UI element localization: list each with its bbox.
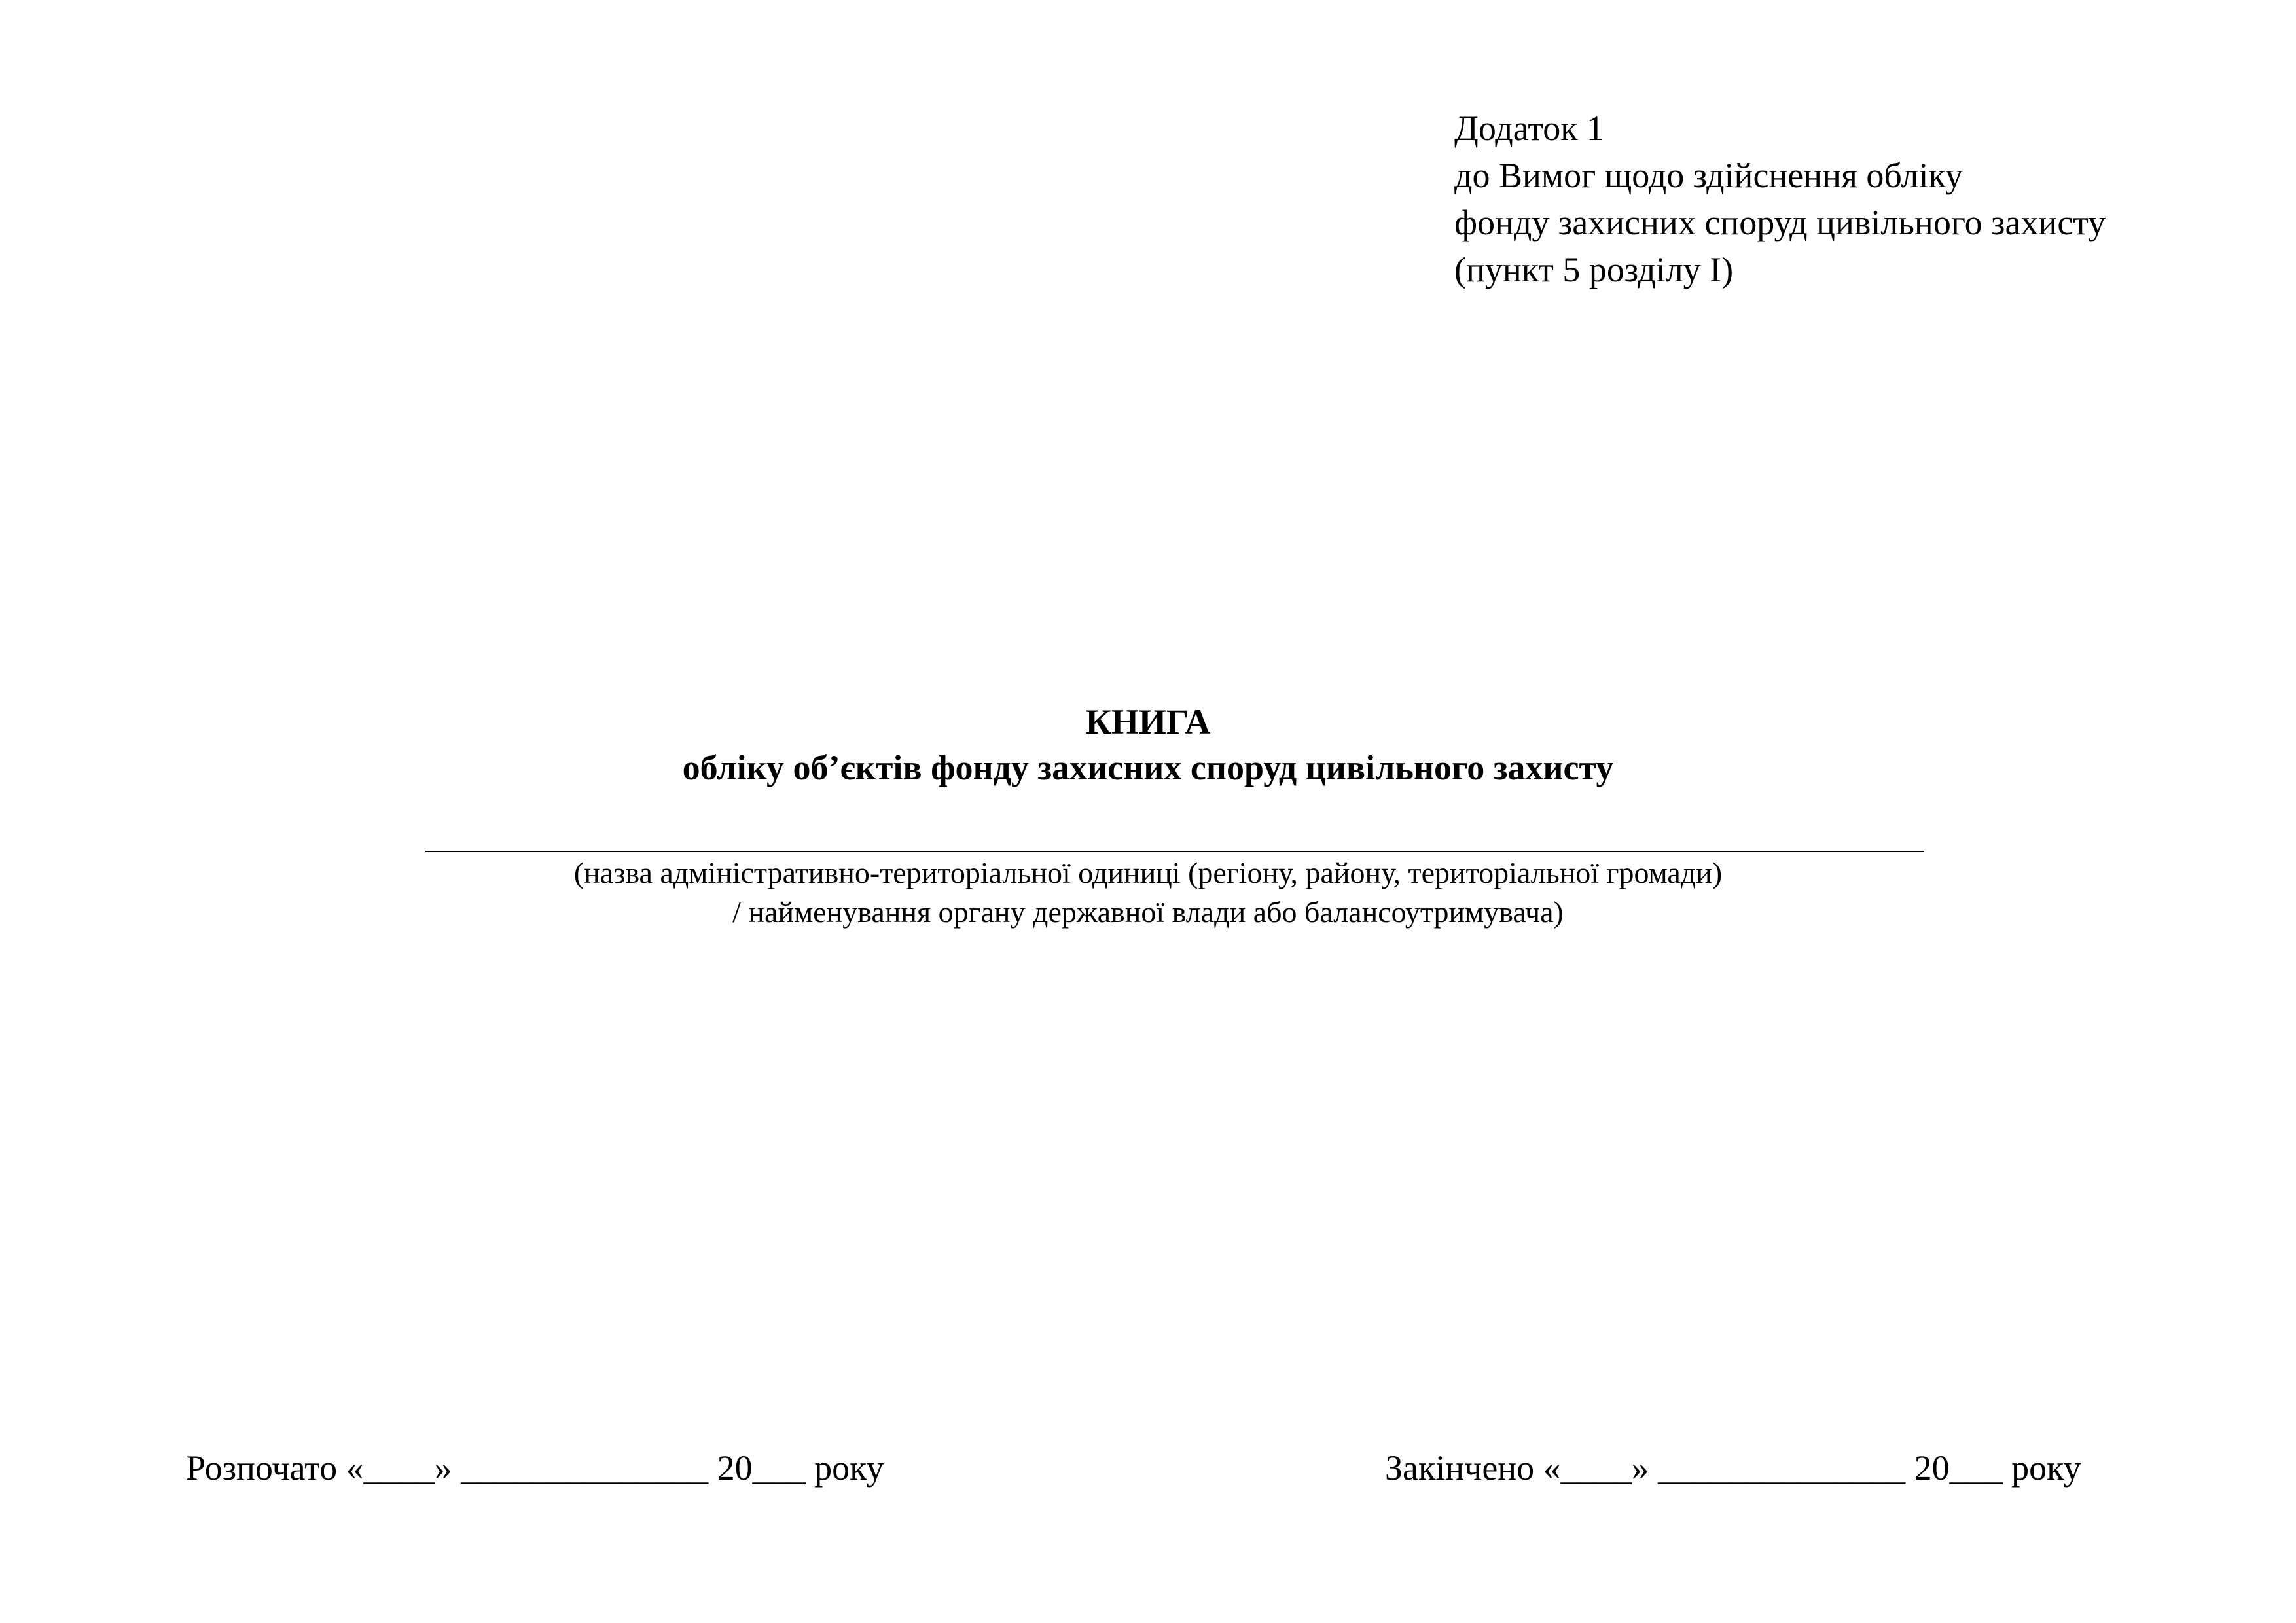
document-title — [0, 699, 2296, 791]
caption-line-2: / найменування органу державної влади або балансоутримувача) — [732, 895, 1564, 929]
end-date-line: Закінчено «____» ______________ 20___ року — [1385, 1448, 2081, 1488]
appendix-line-1: Додаток 1 — [1454, 109, 1604, 148]
appendix-note — [1454, 105, 2106, 293]
organization-fill-line — [425, 851, 1924, 852]
appendix-line-2: до Вимог щодо здійснення обліку — [1454, 156, 1963, 195]
title-heading: КНИГА — [1085, 702, 1211, 741]
organization-caption — [0, 853, 2296, 932]
caption-line-1: (назва адміністративно-територіальної одиниці (регіону, району, територіальної громади) — [573, 856, 1723, 889]
appendix-line-3: фонду захисних споруд цивільного захисту — [1454, 203, 2106, 242]
start-date-line: Розпочато «____» ______________ 20___ року — [186, 1448, 884, 1488]
title-subheading: обліку об’єктів фонду захисних споруд цивільного захисту — [682, 748, 1614, 787]
appendix-line-4: (пункт 5 розділу І) — [1454, 250, 1734, 289]
